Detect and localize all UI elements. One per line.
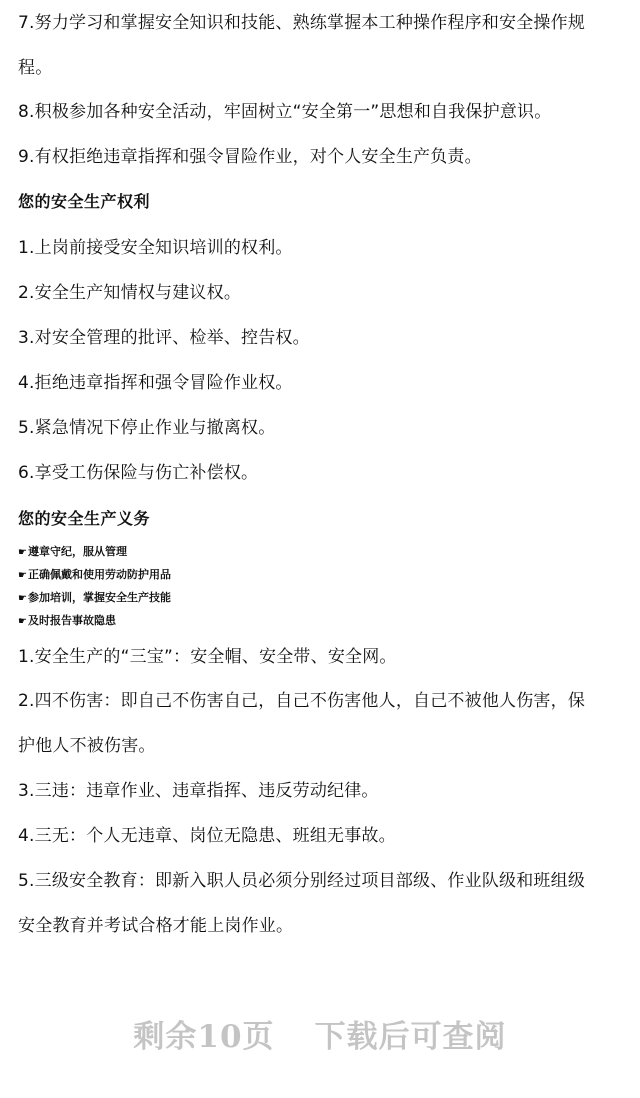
pointing-hand-icon: ☛ <box>18 593 27 604</box>
rights-item-2: 2.安全生产知情权与建议权。 <box>18 283 242 303</box>
rights-item-5: 5.紧急情况下停止作业与撤离权。 <box>18 418 276 438</box>
duties-item-5: 5.三级安全教育：即新入职人员必须分别经过项目部级、作业队级和班组级 <box>18 871 586 891</box>
rights-item-4: 4.拒绝违章指挥和强令冒险作业权。 <box>18 373 293 393</box>
duties-item-3: 3.三违：违章作业、违章指挥、违反劳动纪律。 <box>18 781 379 801</box>
obligation-item-9: 9.有权拒绝违章指挥和强令冒险作业，对个人安全生产负责。 <box>18 147 482 167</box>
duty-bullet-3: ☛参加培训，掌握安全生产技能 <box>18 591 171 604</box>
duty-bullet-1: ☛遵章守纪，服从管理 <box>18 545 127 558</box>
rights-item-3: 3.对安全管理的批评、检举、控告权。 <box>18 328 310 348</box>
duties-item-1: 1.安全生产的“三宝”：安全帽、安全带、安全网。 <box>18 647 397 667</box>
pointing-hand-icon: ☛ <box>18 570 27 581</box>
download-to-view-label: 下载后可查阅 <box>314 1019 507 1055</box>
duty-bullet-2: ☛正确佩戴和使用劳动防护用品 <box>18 568 171 581</box>
pointing-hand-icon: ☛ <box>18 547 27 558</box>
duties-item-4: 4.三无：个人无违章、岗位无隐患、班组无事故。 <box>18 826 396 846</box>
duties-item-2: 2.四不伤害：即自己不伤害自己，自己不伤害他人，自己不被他人伤害，保 <box>18 691 586 711</box>
remaining-pages-label: 剩余10页 <box>133 1019 275 1055</box>
download-prompt[interactable] <box>0 1017 640 1057</box>
rights-item-1: 1.上岗前接受安全知识培训的权利。 <box>18 238 293 258</box>
pointing-hand-icon: ☛ <box>18 616 27 627</box>
rights-heading: 您的安全生产权利 <box>18 192 151 211</box>
duties-heading: 您的安全生产义务 <box>18 509 151 528</box>
obligation-item-8: 8.积极参加各种安全活动，牢固树立“安全第一”思想和自我保护意识。 <box>18 102 552 122</box>
rights-item-6: 6.享受工伤保险与伤亡补偿权。 <box>18 463 259 483</box>
duties-item-2-cont: 护他人不被伤害。 <box>18 736 156 756</box>
duty-bullet-4: ☛及时报告事故隐患 <box>18 614 116 627</box>
obligation-item-7-cont: 程。 <box>18 58 53 78</box>
obligation-item-7: 7.努力学习和掌握安全知识和技能、熟练掌握本工种操作程序和安全操作规 <box>18 13 586 33</box>
duties-item-5-cont: 安全教育并考试合格才能上岗作业。 <box>18 916 294 936</box>
